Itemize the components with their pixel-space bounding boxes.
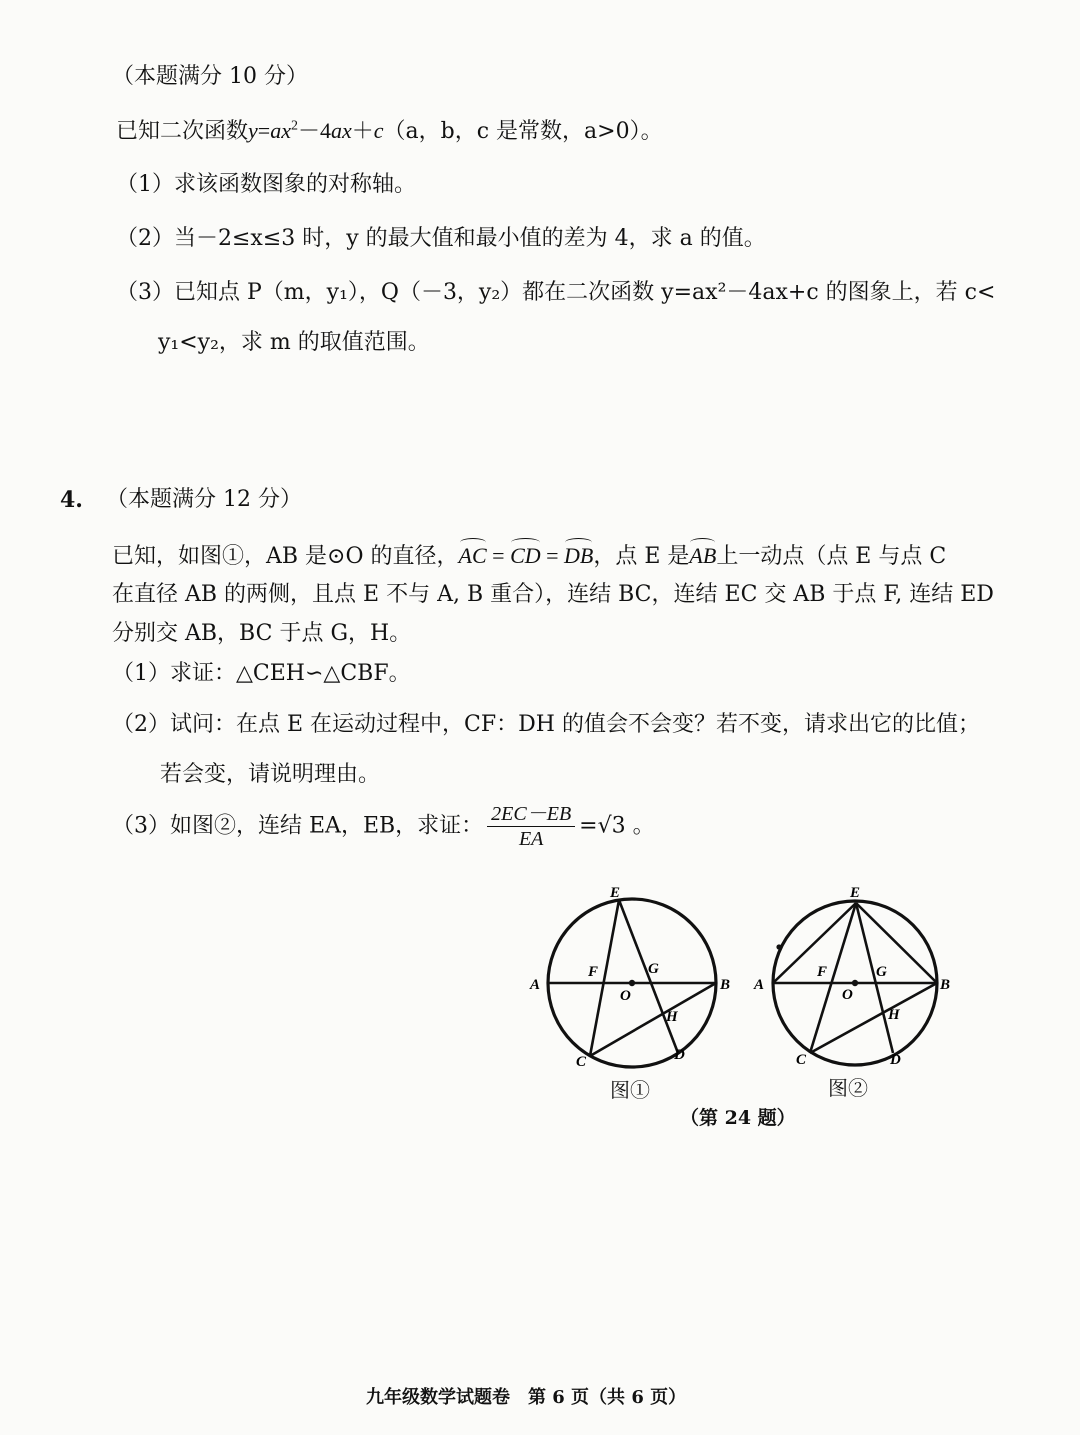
q24-stem-line3: 分别交 AB，BC 于点 G，H。 <box>112 621 412 646</box>
fig2-label-o: O <box>842 987 853 1003</box>
fig2-segment-ed <box>856 903 893 1053</box>
fraction-denominator: EA <box>518 828 544 850</box>
q24-part1: （1）求证：△CEH∽△CBF。 <box>112 661 411 686</box>
fig2-label-c: C <box>796 1052 807 1068</box>
fig1-label-a: A <box>530 977 541 993</box>
q23-function: y <box>248 118 258 143</box>
q24-part2-line2: 若会变，请说明理由。 <box>160 762 381 787</box>
q24-stem-l1-mid: ，点 E 是 <box>593 544 690 569</box>
fig2-center-dot <box>852 980 858 986</box>
q23-stem-pre: 已知二次函数 <box>116 119 249 144</box>
fig1-caption: 图① <box>610 1078 650 1102</box>
fig1-label-e: E <box>610 885 621 901</box>
q24-part3-pre: （3）如图②，连结 EA，EB，求证： <box>112 813 484 839</box>
q24-number: 4. <box>60 487 83 513</box>
q24-stem-l1-pre: 已知，如图①，AB 是⊙O 的直径， <box>112 544 459 569</box>
fig2-label-d: D <box>890 1052 901 1068</box>
q24-header: （本题满分 12 分） <box>106 487 302 512</box>
fig2-label-b: B <box>940 977 951 993</box>
q23-part3-line1: （3）已知点 P（m，y₁），Q（－3，y₂）都在二次函数 y=ax²－4ax+c 的图象上，若 c< <box>116 280 996 305</box>
fig1-label-b: B <box>720 977 731 993</box>
q23-part3-line2: y₁<y₂，求 m 的取值范围。 <box>158 330 430 355</box>
fig1-label-d: D <box>674 1047 685 1063</box>
arc-cd: CD <box>510 543 541 568</box>
q24-part3 <box>112 802 655 851</box>
fig2-mark-dot <box>776 944 781 949</box>
arc-db: DB <box>564 543 594 568</box>
q23-part2: （2）当－2≤x≤3 时，y 的最大值和最小值的差为 4，求 a 的值。 <box>116 226 766 251</box>
fig2-label-f: F <box>817 964 828 980</box>
fraction <box>487 802 575 851</box>
figure-1 <box>520 875 750 1075</box>
figure-caption: （第 24 题） <box>680 1107 796 1129</box>
fraction-numerator: 2EC－EB <box>487 802 575 827</box>
fig2-label-e: E <box>850 885 861 901</box>
figure-2 <box>748 875 968 1075</box>
page-footer: 九年级数学试题卷 第 6 页（共 6 页） <box>366 1387 687 1408</box>
fig1-label-h: H <box>666 1009 678 1025</box>
q24-part2-line1: （2）试问：在点 E 在运动过程中，CF：DH 的值会不会变？若不变，请求出它的比值； <box>112 712 980 737</box>
fig2-label-g: G <box>876 964 887 980</box>
q23-stem-post: （a，b，c 是常数，a>0）。 <box>383 119 663 144</box>
fig1-label-c: C <box>576 1054 587 1070</box>
fig1-center-dot <box>629 980 635 986</box>
fig2-label-h: H <box>888 1007 900 1023</box>
arc-ab: AB <box>689 543 717 568</box>
arc-ac: AC <box>458 543 487 568</box>
q24-part3-post: =√3 。 <box>579 813 655 839</box>
fig1-label-g: G <box>648 961 659 977</box>
q23-header: （本题满分 10 分） <box>112 64 308 89</box>
q24-stem-l1-post: 上一动点（点 E 与点 C <box>716 544 947 569</box>
fig1-segment-cb <box>590 983 716 1056</box>
q23-stem: 已知二次函数$y=ax^2-4ax+c(a$，b，c 是常数，a>0）。 <box>116 118 663 144</box>
fig1-label-o: O <box>620 988 631 1004</box>
fig2-caption: 图② <box>828 1076 868 1100</box>
fig2-label-a: A <box>754 977 765 993</box>
q23-part1: （1）求该函数图象的对称轴。 <box>116 172 416 197</box>
fig1-label-f: F <box>588 964 599 980</box>
q24-stem-line1: 已知，如图①，AB 是⊙O 的直径，AC = CD = DB，点 E 是AB上一动点（点 E 与点 C <box>112 543 947 569</box>
q24-stem-line2: 在直径 AB 的两侧，且点 E 不与 A, B 重合），连结 BC，连结 EC 交 AB 于点 F, 连结 ED <box>112 582 994 607</box>
